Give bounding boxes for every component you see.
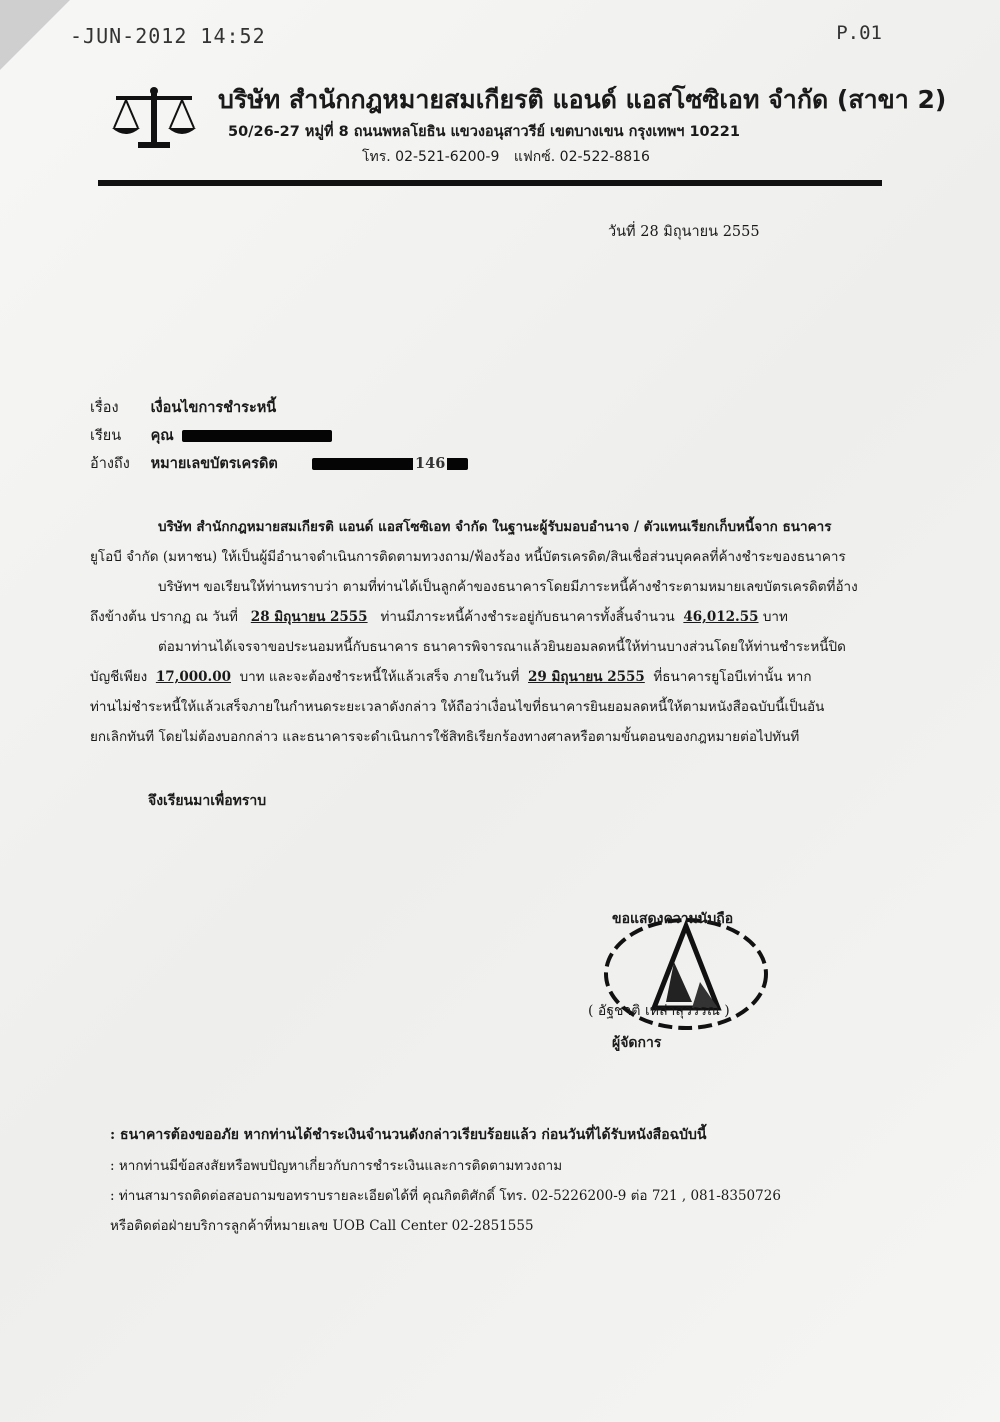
company-contact — [362, 146, 660, 168]
note-item: : ธนาคารต้องขออภัย หากท่านได้ชำระเงินจำนวนดังกล่าวเรียบร้อยแล้ว ก่อนวันที่ได้รับหนังสือฉบับนี้ — [110, 1127, 707, 1143]
scales-of-justice-logo — [110, 86, 198, 154]
reference-label: อ้างถึง — [90, 456, 130, 472]
letterhead-divider — [98, 180, 882, 186]
paragraph-1-line-1: บริษัท สำนักกฎหมายสมเกียรติ แอนด์ แอสโซซิเอท จำกัด ในฐานะผู้รับมอบอำนาจ / ตัวแทนเรียกเก็บหนี้จาก ธนาคาร — [158, 519, 832, 535]
company-address: 50/26-27 หมู่ที่ 8 ถนนพหลโยธิน แขวงอนุสาวรีย์ เขตบางเขน กรุงเทพฯ 10221 — [228, 124, 740, 140]
letter-body — [90, 512, 890, 752]
text-segment: ท่านมีภาระหนี้ค้างชำระอยู่กับธนาคารทั้งสิ้นจำนวน — [380, 609, 675, 625]
subject-label: เรื่อง — [90, 400, 119, 416]
reference-block — [90, 396, 447, 480]
text-segment: บาท — [762, 609, 788, 625]
settlement-deadline: 29 มิถุนายน 2555 — [528, 669, 645, 685]
paragraph-3-line-2 — [90, 662, 890, 692]
recipient-value: คุณ — [150, 427, 174, 444]
signature-regards: ขอแสดงความนับถือ — [612, 911, 734, 927]
paragraph-2-line-1: บริษัทฯ ขอเรียนให้ท่านทราบว่า ตามที่ท่านได้เป็นลูกค้าของธนาคารโดยมีภาระหนี้ค้างชำระตามหมายเลขบัตรเครดิตที่อ้าง — [158, 579, 858, 595]
text-segment: ที่ธนาคารยูโอบีเท่านั้น หาก — [653, 669, 812, 685]
reference-value: หมายเลขบัตรเครดิต — [150, 455, 278, 472]
signatory-name: ( อัฐชาติ เหล่าสุวรรณ ) — [588, 1003, 730, 1019]
text-segment: บาท และจะต้องชำระหนี้ให้แล้วเสร็จ ภายในวันที่ — [239, 669, 520, 685]
paragraph-3-line-3: ท่านไม่ชำระหนี้ให้แล้วเสร็จภายในกำหนดระยะเวลาดังกล่าว ให้ถือว่าเงื่อนไขที่ธนาคารยินยอมลดหนี้ให้ตามหนังสือฉบับนี้เป็นอัน — [90, 699, 825, 715]
total-debt-amount: 46,012.55 — [683, 609, 759, 625]
card-number-visible: 146 — [415, 455, 446, 472]
paragraph-3-line-1: ต่อมาท่านได้เจรจาขอประนอมหนี้กับธนาคาร ธนาคารพิจารณาแล้วยินยอมลดหนี้ให้ท่านบางส่วนโดยให้ท่านชำระหนี้ปิด — [158, 639, 846, 655]
reference-row — [90, 452, 447, 480]
text-segment: ถึงข้างต้น ปรากฏ ณ วันที่ — [90, 609, 238, 625]
fax-page-number: P.01 — [836, 22, 882, 44]
folded-corner — [0, 0, 70, 70]
company-fax: แฟกซ์. 02-522-8816 — [513, 149, 650, 165]
signatory-title: ผู้จัดการ — [612, 1035, 662, 1051]
subject-row — [90, 396, 447, 424]
redacted-name — [182, 430, 332, 442]
footer-notes — [110, 1124, 781, 1244]
recipient-label: เรียน — [90, 428, 122, 444]
paragraph-3-line-4: ยกเลิกทันที โดยไม่ต้องบอกกล่าว และธนาคารจะดำเนินการใช้สิทธิเรียกร้องทางศาลหรือตามขั้นตอนของกฎหมายต่อไปทันที — [90, 729, 800, 745]
subject-value: เงื่อนไขการชำระหนี้ — [150, 399, 277, 416]
company-name: บริษัท สำนักกฎหมายสมเกียรติ แอนด์ แอสโซซิเอท จำกัด (สาขา 2) — [218, 85, 947, 114]
letter-date: วันที่ 28 มิถุนายน 2555 — [608, 224, 760, 240]
paragraph-1-line-2: ยูโอบี จำกัด (มหาชน) ให้เป็นผู้มีอำนาจดำเนินการติดตามทวงถาม/ฟ้องร้อง หนี้บัตรเครดิต/สินเชื่อส่วนบุคคลที่ค้างชำระของธนาคาร — [90, 549, 846, 565]
note-item: หรือติดต่อฝ่ายบริการลูกค้าที่หมายเลข UOB Call Center 02-2851555 — [110, 1218, 534, 1234]
recipient-row — [90, 424, 447, 452]
note-item: : หากท่านมีข้อสงสัยหรือพบปัญหาเกี่ยวกับการชำระเงินและการติดตามทวงถาม — [110, 1158, 563, 1174]
closing-phrase: จึงเรียนมาเพื่อทราบ — [148, 793, 267, 809]
settlement-amount: 17,000.00 — [155, 669, 231, 685]
note-item: : ท่านสามารถติดต่อสอบถามขอทราบรายละเอียดได้ที่ คุณกิตติศักดิ์ โทร. 02-5226200-9 ต่อ 721 , 081-8350726 — [110, 1188, 781, 1204]
debt-date: 28 มิถุนายน 2555 — [250, 609, 368, 625]
paragraph-2-line-2 — [90, 602, 890, 632]
text-segment: บัญชีเพียง — [90, 669, 148, 685]
company-phone: โทร. 02-521-6200-9 — [362, 149, 500, 165]
fax-timestamp: -JUN-2012 14:52 — [70, 24, 266, 48]
